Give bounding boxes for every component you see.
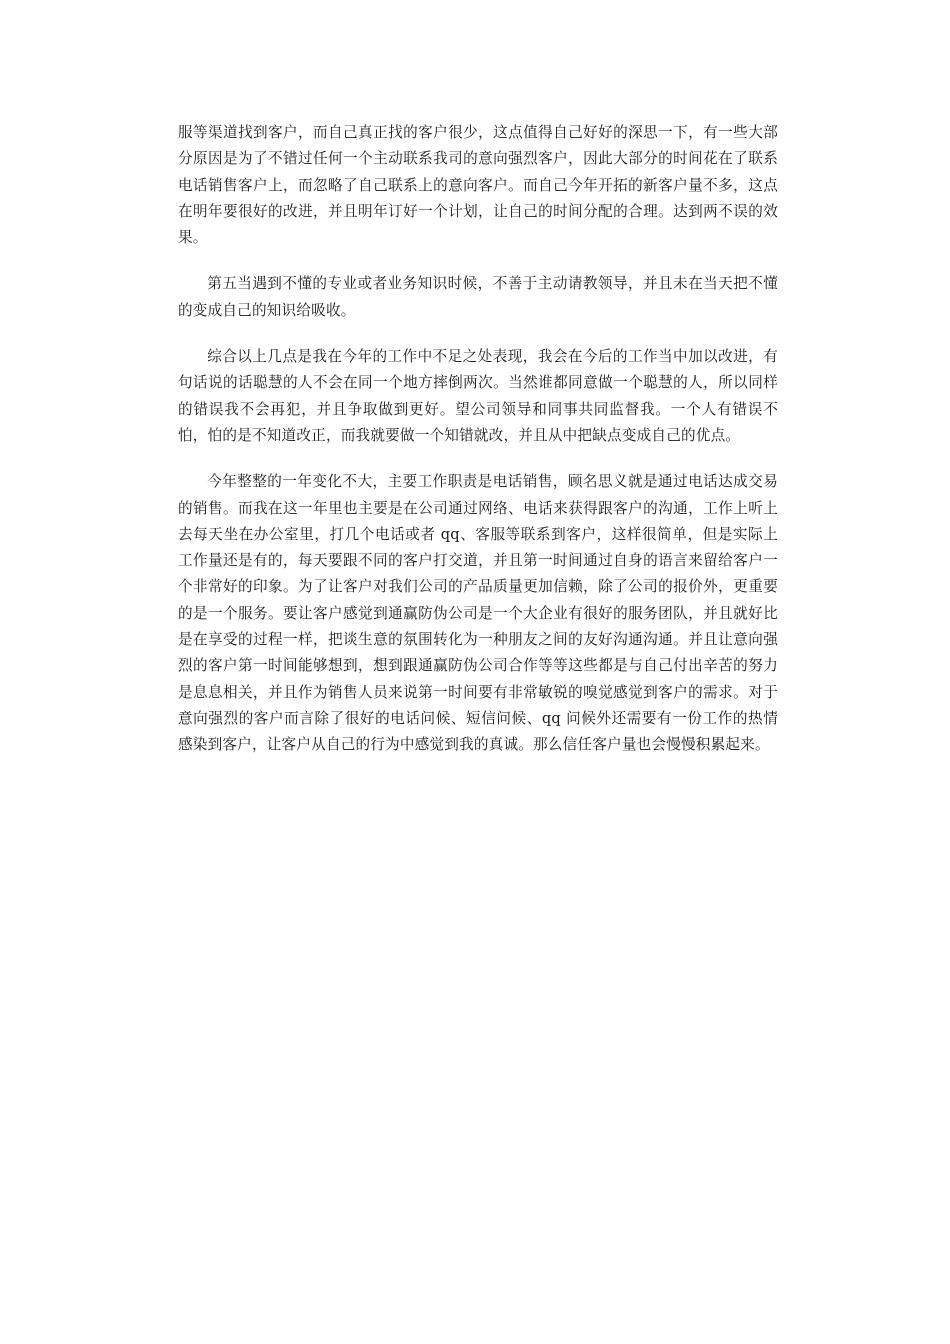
paragraph-2: 第五当遇到不懂的专业或者业务知识时候，不善于主动请教领导，并且未在当天把不懂的变成自己的知识给吸收。 bbox=[178, 275, 778, 319]
paragraph-3: 综合以上几点是我在今年的工作中不足之处表现，我会在今后的工作当中加以改进，有句话说的话聪慧的人不会在同一个地方摔倒两次。当然谁都同意做一个聪慧的人，所以同样的错误我不会再犯，并且争取做到更好。望公司领导和同事共同监督我。一个人有错误不怕，怕的是不知道改正，而我就要做一个知错就改，并且从中把缺点变成自己的优点。 bbox=[178, 348, 778, 444]
paragraph-1: 服等渠道找到客户，而自己真正找的客户很少，这点值得自己好好的深思一下，有一些大部分原因是为了不错过任何一个主动联系我司的意向强烈客户，因此大部分的时间花在了联系电话销售客户上，而忽略了自己联系上的意向客户。而自己今年开拓的新客户量不多，这点在明年要很好的改进，并且明年订好一个计划，让自己的时间分配的合理。达到两不误的效果。 bbox=[178, 124, 778, 247]
document-body bbox=[178, 120, 778, 779]
paragraph-4: 今年整整的一年变化不大，主要工作职责是电话销售，顾名思义就是通过电话达成交易的销售。而我在这一年里也主要是在公司通过网络、电话来获得跟客户的沟通，工作上听上去每天坐在办公室里，打几个电话或者 qq、客服等联系到客户，这样很简单，但是实际上工作量还是有的，每天要跟不同的客户打交道，并且第一时间通过自身的语言来留给客户一个非常好的印象。为了让客户对我们公司的产品质量更加信赖，除了公司的报价外，更重要的是一个服务。要让客户感觉到通赢防伪公司是一个大企业有很好的服务团队，并且就好比是在享受的过程一样，把谈生意的氛围转化为一种朋友之间的友好沟通沟通。并且让意向强烈的客户第一时间能够想到，想到跟通赢防伪公司合作等等这些都是与自己付出辛苦的努力是息息相关，并且作为销售人员来说第一时间要有非常敏锐的嗅觉感觉到客户的需求。对于意向强烈的客户而言除了很好的电话问候、短信问候、qq 问候外还需要有一份工作的热情感染到客户，让客户从自己的行为中感觉到我的真诚。那么信任客户量也会慢慢积累起来。 bbox=[178, 473, 778, 754]
